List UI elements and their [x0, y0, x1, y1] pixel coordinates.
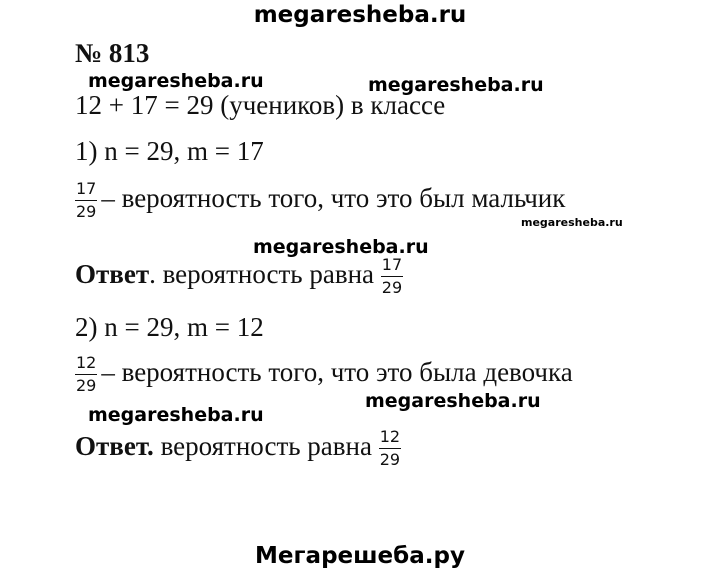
watermark: megaresheba.ru [88, 404, 264, 426]
problem-number: № 813 [75, 38, 150, 68]
fraction-numerator: 17 [381, 256, 403, 277]
answer-text: . вероятность равна [149, 259, 375, 290]
answer-label: Ответ. [75, 431, 154, 462]
watermark: megaresheba.ru [253, 236, 429, 258]
fraction-denominator: 29 [381, 278, 403, 298]
part1-answer-line [75, 256, 407, 298]
fraction [75, 354, 97, 396]
answer-text: вероятность равна [153, 431, 372, 462]
fraction-denominator: 29 [379, 450, 401, 470]
fraction-denominator: 29 [76, 202, 97, 222]
fraction-numerator: 17 [75, 180, 97, 201]
part2-explanation: – вероятность того, что это была девочка [101, 357, 573, 388]
part2-given: 2) n = 29, m = 12 [75, 312, 264, 342]
part2-answer-line [75, 428, 405, 470]
watermark: megaresheba.ru [365, 390, 541, 412]
watermark-small: megaresheba.ru [521, 216, 623, 229]
answer-label: Ответ [75, 259, 150, 290]
fraction [75, 180, 97, 222]
watermark: megaresheba.ru [368, 74, 544, 96]
watermark: megaresheba.ru [88, 70, 264, 92]
fraction-numerator: 12 [379, 428, 401, 449]
total-students-line: 12 + 17 = 29 (учеников) в классе [75, 90, 446, 120]
answer-fraction [379, 428, 401, 470]
watermark-bottom: Мегарешеба.ру [255, 543, 465, 569]
part1-given: 1) n = 29, m = 17 [75, 136, 264, 166]
part1-explanation-line [75, 180, 565, 222]
part1-explanation: – вероятность того, что это был мальчик [101, 183, 566, 214]
watermark-top: megaresheba.ru [253, 2, 467, 28]
fraction-numerator: 12 [75, 354, 97, 375]
fraction-denominator: 29 [76, 376, 97, 396]
answer-fraction [381, 256, 403, 298]
part2-explanation-line [75, 354, 573, 396]
